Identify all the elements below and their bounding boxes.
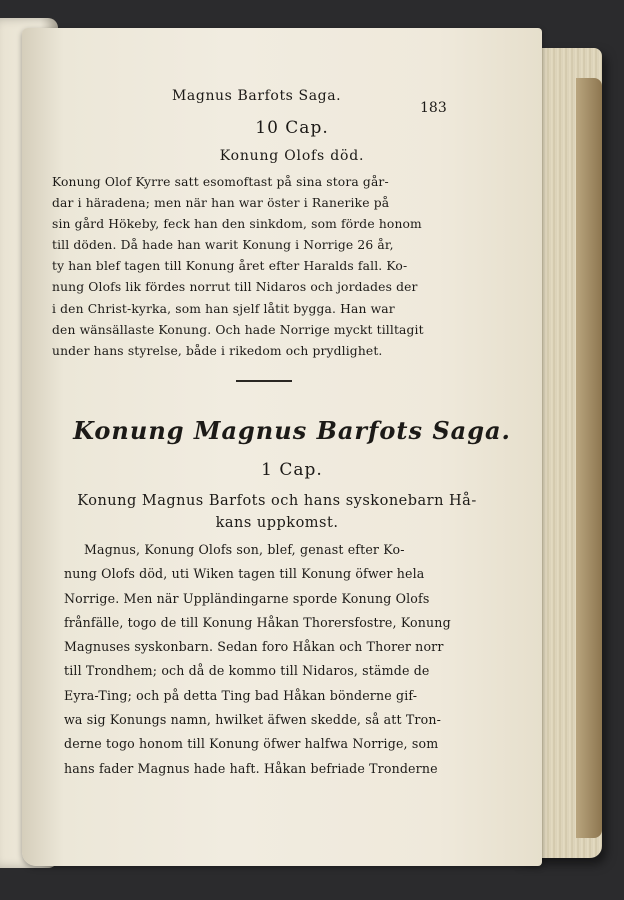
saga-title: Konung Magnus Barfots Saga.	[73, 416, 511, 445]
text-line: Eyra-Ting; och på detta Ting bad Håkan bönderne gif-	[64, 687, 418, 703]
page-number: 183	[420, 100, 447, 116]
text-line: wa sig Konungs namn, hwilket äfwen skedde, så att Tron-	[64, 712, 442, 728]
text-line: den wänsällaste Konung. Och hade Norrige myckt tilltagit	[52, 322, 424, 337]
text-line: derne togo honom till Konung öfwer halfwa Norrige, som	[64, 736, 439, 752]
text-line: Konung Olof Kyrre satt esomoftast på sina stora går-	[52, 175, 389, 189]
text-line: nung Olofs död, uti Wiken tagen till Konung öfwer hela	[64, 566, 425, 582]
chapter-1-subheading	[62, 490, 492, 534]
text-line: till Trondhem; och då de kommo till Nidaros, stämde de	[64, 663, 430, 679]
chapter-10-heading: 10 Cap.	[255, 118, 329, 138]
text-line: sin gård Hökeby, feck han den sinkdom, som förde honom	[52, 217, 422, 232]
chapter-1-paragraph	[64, 538, 494, 781]
running-head: Magnus Barfots Saga.	[172, 88, 342, 104]
text-line: Norrige. Men när Uppländingarne sporde Konung Olofs	[64, 590, 430, 606]
subheading-line: kans uppkomst.	[215, 515, 339, 531]
chapter-1-heading: 1 Cap.	[261, 460, 323, 480]
chapter-10-subheading: Konung Olofs död.	[219, 148, 365, 164]
chapter-10-paragraph	[52, 172, 492, 362]
text-line: Magnus, Konung Olofs son, blef, genast efter Ko-	[84, 542, 405, 557]
text-line: under hans styrelse, både i rikedom och prydlighet.	[52, 343, 383, 358]
text-line: dar i häradena; men när han war öster i Ranerike på	[52, 196, 390, 211]
text-line: Magnuses syskonbarn. Sedan foro Håkan och Thorer norr	[64, 639, 444, 655]
section-divider	[236, 380, 292, 382]
text-line: ty han blef tagen till Konung året efter Haralds fall. Ko-	[52, 259, 408, 274]
text-line: i den Christ-kyrka, som han sjelf låtit bygga. Han war	[52, 301, 395, 316]
text-line: nung Olofs lik fördes norrut till Nidaros och jordades der	[52, 280, 418, 295]
text-line: frånfälle, togo de till Konung Håkan Thorersfostre, Konung	[64, 614, 451, 630]
subheading-line: Konung Magnus Barfots och hans syskonebarn Hå-	[77, 493, 477, 509]
book-page	[22, 28, 542, 866]
book-spine-edge	[576, 78, 602, 838]
text-line: till döden. Då hade han warit Konung i Norrige 26 år,	[52, 238, 394, 253]
text-line: hans fader Magnus hade haft. Håkan befriade Tronderne	[64, 760, 438, 776]
